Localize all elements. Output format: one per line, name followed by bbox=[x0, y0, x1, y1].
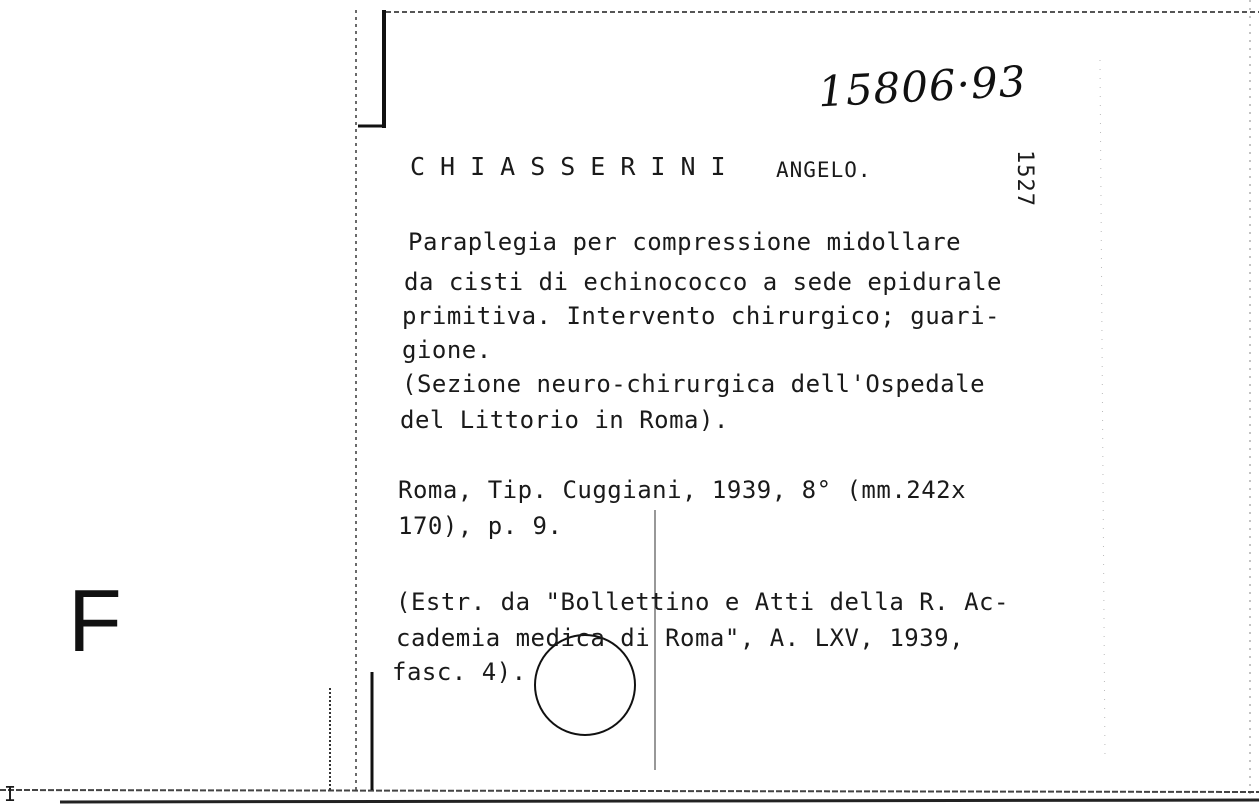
source-line: fasc. 4). bbox=[392, 658, 527, 686]
section-line: (Sezione neuro-chirurgica dell'Ospedale bbox=[402, 370, 986, 398]
side-number: 1527 bbox=[1012, 150, 1037, 207]
margin-letter: F bbox=[68, 571, 122, 670]
imprint-line: 170), p. 9. bbox=[398, 512, 563, 540]
section-line: del Littorio in Roma). bbox=[400, 406, 729, 434]
imprint-line: Roma, Tip. Cuggiani, 1939, 8° (mm.242x bbox=[398, 476, 967, 504]
handwritten-catalog-number: 15806·93 bbox=[816, 56, 1028, 117]
source-line: cademia medica di Roma", A. LXV, 1939, bbox=[396, 624, 965, 652]
author-given-name: ANGELO. bbox=[776, 158, 872, 182]
title-line: gione. bbox=[402, 336, 492, 364]
title-line: Paraplegia per compressione midollare bbox=[408, 228, 962, 256]
corner-mark: I bbox=[4, 782, 17, 806]
source-line: (Estr. da "Bollettino e Atti della R. Ac- bbox=[396, 588, 1009, 616]
title-line: da cisti di echinococco a sede epidurale bbox=[404, 268, 1002, 296]
title-line: primitiva. Intervento chirurgico; guari- bbox=[402, 302, 1000, 330]
author-surname: CHIASSERINI bbox=[410, 152, 741, 181]
